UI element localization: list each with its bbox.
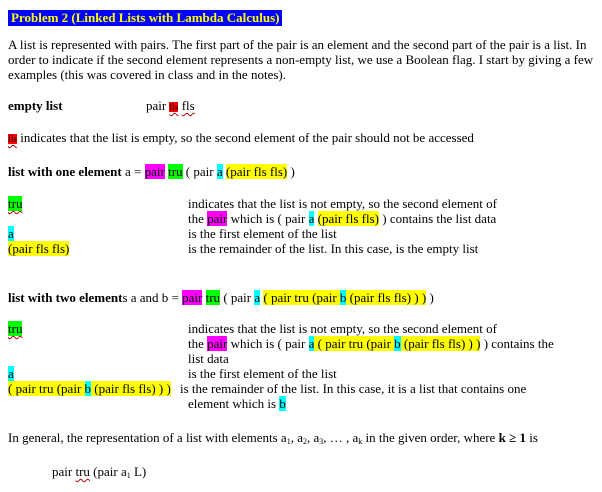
two-tru-highlight: tru [205,290,221,305]
desc-pair-highlight: pair [207,211,228,226]
two-row-a-label: a [8,366,14,381]
general-text: , … , a [323,430,359,445]
two-row-tru-desc [188,321,594,366]
note-fls: fls [8,134,17,144]
desc-text: the [188,211,208,226]
one-pair-highlight: pair [144,164,165,179]
two-element-heading [8,290,594,305]
desc-line: indicates that the list is not empty, so the second element of [188,196,497,211]
two-close: ) [426,290,434,305]
desc-a-highlight: a [308,211,315,226]
two-a-highlight: a [254,290,261,305]
desc-a-highlight: a [308,336,315,351]
two-inner-a: ( pair tru (pair [263,290,340,305]
two-element-vars: a and b = [127,290,183,305]
expr-fls-highlighted: fls [169,102,179,112]
desc-text: which is ( pair [227,211,309,226]
sub-2: 2 [302,437,307,446]
desc-pair-highlight: pair [207,336,228,351]
empty-list-label: empty list [8,98,63,113]
sub-3: 3 [319,437,324,446]
one-element-eq: = [130,164,145,179]
expr-fls: fls [181,98,195,113]
empty-list-expr [146,98,195,115]
one-row-rest-desc: is the remainder of the list. In this case, is the empty list [188,241,479,256]
final-pair: pair [52,464,76,479]
desc-text: which is ( pair [227,336,309,351]
general-text: , a [306,430,320,445]
empty-list-note [8,130,594,147]
final-tru: tru [75,464,90,479]
desc-inner-a: ( pair tru (pair [314,336,395,351]
desc-line: is the remainder of the list. In this case, it is a list that contains one [180,381,527,396]
two-open: ( pair [220,290,255,305]
two-row-rest-label [8,381,171,396]
two-element-title: list with two element [8,290,123,305]
one-row-tru-desc [188,196,594,226]
desc-text: the [188,336,208,351]
sub-1: 1 [286,437,291,446]
desc-line: list data [188,351,229,366]
one-row-rest-label: (pair fls fls) [8,241,70,256]
one-element-var: a [121,164,131,179]
one-a-highlight: a [216,164,223,179]
document-title: Problem 2 (Linked Lists with Lambda Calculus) [8,10,282,26]
one-element-heading [8,164,594,179]
intro-paragraph: A list is represented with pairs. The first part of the pair is an element and the second part of the pair is a list. In order to indicate if the second element represents a non-empty list, we use a Boolean flag. I start by giving a few examples (this was covered in class and in the notes). [8,37,594,82]
two-inner-highlight [263,290,426,305]
rest-label-a: ( pair tru (pair [8,381,85,396]
two-inner-b: (pair fls fls) ) ) [346,290,427,305]
final-sub: 1 [126,471,131,480]
two-b-highlight: b [339,290,347,305]
final-expression [52,464,146,479]
one-inner-highlight: (pair fls fls) [225,164,288,179]
desc-b-highlight: b [279,396,286,411]
desc-text: element which is [188,396,280,411]
desc-b-highlight: b [394,336,401,351]
final-end: L) [130,464,147,479]
desc-inner-b: (pair fls fls) ) ) [400,336,481,351]
one-close: ) [287,164,295,179]
general-text: in the given order, where [362,430,499,445]
one-element-title: list with one element [8,164,122,179]
general-statement [8,430,594,445]
rest-label-c: (pair fls fls) ) ) [91,381,171,396]
two-row-rest-desc [180,381,594,411]
desc-inner-highlight [314,336,480,351]
two-pair-highlight: pair [182,290,203,305]
desc-inner-highlight: (pair fls fls) [317,211,379,226]
one-row-a-label: a [8,226,14,241]
one-row-tru-label: tru [8,196,23,211]
rest-label-b-highlight: b [84,381,92,396]
general-text: is [525,430,538,445]
two-row-a-desc: is the first element of the list [188,366,337,381]
desc-line: indicates that the list is not empty, so the second element of [188,321,497,336]
expr-pair: pair [146,98,167,113]
two-row-tru-label: tru [8,321,23,336]
final-rest: (pair a [89,464,127,479]
general-condition: k ≥ 1 [498,430,526,445]
one-row-a-desc: is the first element of the list [188,226,337,241]
one-tru-highlight: tru [168,164,183,179]
desc-text: ) contains the [480,336,554,351]
desc-text: ) contains the list data [379,211,497,226]
note-text: indicates that the list is empty, so the second element of the pair should not be accessed [17,130,474,145]
general-text: , a [290,430,303,445]
general-text: In general, the representation of a list with elements a [8,430,287,445]
two-element-title-s: s [122,290,128,305]
sub-k: k [358,437,363,446]
one-open: ( pair [182,164,217,179]
